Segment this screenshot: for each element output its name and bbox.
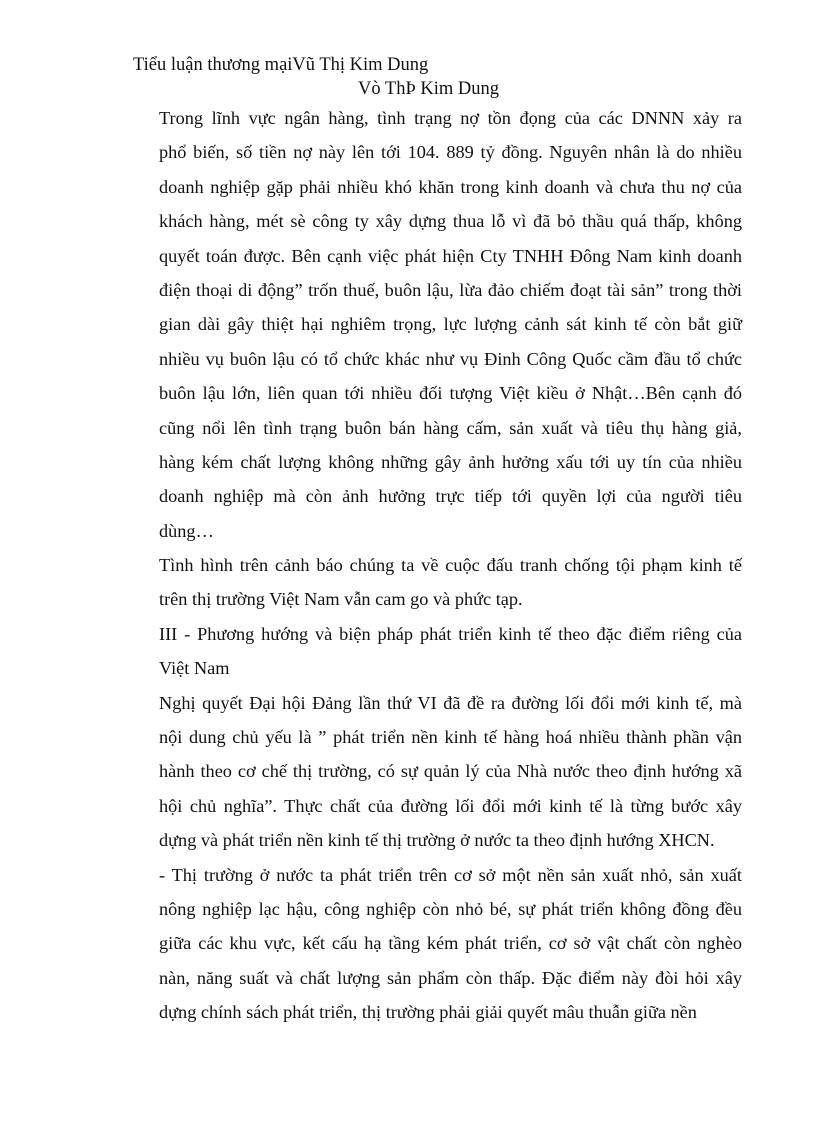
text-line: quyết toán được. Bên cạnh việc phát hiện Cty TNHH Đông Nam kinh doanh xyxy=(159,245,742,266)
text-line: phổ biến, số tiền nợ này lên tới 104. 889 tỷ đồng. Nguyên nhân là do nhiều xyxy=(159,142,742,163)
text-line: trên thị trường Việt Nam vẫn cam go và phức tạp. xyxy=(159,589,523,610)
text-line: hàng kém chất lượng không những gây ảnh hưởng xấu tới uy tín của nhiều xyxy=(159,451,742,472)
text-line: khách hàng, mét sè công ty xây dựng thua lỗ vì đã bỏ thầu quá thấp, không xyxy=(159,211,742,232)
text-line: hành theo cơ chế thị trường, có sự quản lý của Nhà nước theo định hướng xã xyxy=(159,761,742,782)
text-line: giữa các khu vực, kết cấu hạ tầng kém phát triển, cơ sở vật chất còn nghèo xyxy=(159,933,742,954)
text-line: điện thoại di động” trốn thuế, buôn lậu, lừa đảo chiếm đoạt tài sản” trong thời xyxy=(159,279,742,300)
text-line: III - Phương hướng và biện pháp phát triển kinh tế theo đặc điểm riêng của xyxy=(159,623,742,644)
text-line: Trong lĩnh vực ngân hàng, tình trạng nợ tồn đọng của các DNNN xảy ra xyxy=(159,108,742,128)
text-line: buôn lậu lớn, liên quan tới nhiều đối tượng Việt kiều ở Nhật…Bên cạnh đó xyxy=(159,383,742,404)
text-line: nhiều vụ buôn lậu có tổ chức khác như vụ Đinh Công Quốc cầm đầu tổ chức xyxy=(159,348,742,369)
text-line: doanh nghiệp mà còn ảnh hưởng trực tiếp tới quyền lợi của người tiêu xyxy=(159,486,742,507)
text-line: doanh nghiệp gặp phải nhiều khó khăn trong kinh doanh và chưa thu nợ của xyxy=(159,176,742,197)
text-line: gian dài gây thiệt hại nghiêm trọng, lực lượng cảnh sát kinh tế còn bắt giữ xyxy=(159,314,742,335)
text-line: Việt Nam xyxy=(159,658,230,679)
text-line: nông nghiệp lạc hậu, công nghiệp còn nhỏ bé, sự phát triển không đồng đều xyxy=(159,898,742,919)
text-line: - Thị trường ở nước ta phát triển trên cơ sở một nền sản xuất nhỏ, sản xuất xyxy=(159,864,742,885)
text-line: nội dung chủ yếu là ” phát triển nền kinh tế hàng hoá nhiều thành phần vận xyxy=(159,727,742,748)
text-line: dựng chính sách phát triển, thị trường phải giải quyết mâu thuẫn giữa nền xyxy=(159,1002,697,1023)
text-line: hội chủ nghĩa”. Thực chất của đường lối đổi mới kinh tế là từng bước xây xyxy=(159,795,742,816)
text-line: Nghị quyết Đại hội Đảng lần thứ VI đã đề ra đường lối đổi mới kinh tế, mà xyxy=(159,692,742,713)
text-line: nàn, năng suất và chất lượng sản phẩm còn thấp. Đặc điểm này đòi hỏi xây xyxy=(159,967,742,988)
body-text xyxy=(159,101,742,1030)
text-line: Tình hình trên cảnh báo chúng ta về cuộc đấu tranh chống tội phạm kinh tế xyxy=(159,555,742,576)
text-line: cũng nổi lên tình trạng buôn bán hàng cấm, sản xuất và tiêu thụ hàng giả, xyxy=(159,417,742,438)
header-line-1: Tiểu luận thương mạiVũ Thị Kim Dung xyxy=(133,55,429,75)
header-line-2: Vò ThÞ Kim Dung xyxy=(358,79,499,99)
text-line: dựng và phát triển nền kinh tế thị trường ở nước ta theo định hướng XHCN. xyxy=(159,830,715,851)
text-line: dùng… xyxy=(159,520,214,541)
